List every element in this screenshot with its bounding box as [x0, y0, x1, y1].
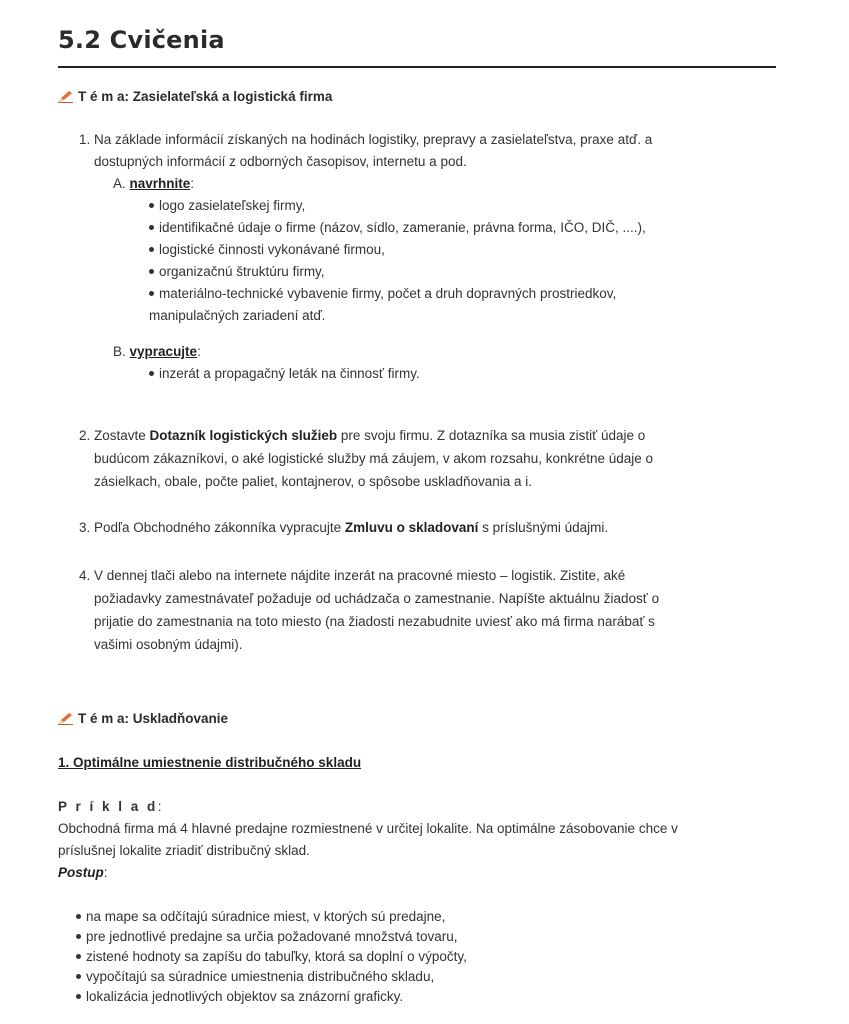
sub-item-a: A. navrhnite:: [113, 176, 195, 191]
bullet-icon: [76, 994, 81, 999]
topic-title: Uskladňovanie: [132, 711, 229, 726]
list-item: zistené hodnoty sa zapíšu do tabuľky, ktorá sa doplní o výpočty,: [76, 946, 467, 968]
sub-letter: B.: [113, 344, 126, 359]
item-text: zásielkach, obale, počte paliet, kontajnerov, o spôsobe uskladňovania a i.: [94, 474, 533, 489]
example-label: P r í k l a d:: [58, 799, 162, 814]
bullet-icon: [149, 371, 154, 376]
item-text: dostupných informácií z odborných časopisov, internetu a pod.: [94, 154, 467, 169]
bullet-icon: [149, 225, 154, 230]
list-item: pre jednotlivé predajne sa určia požadované množstvá tovaru,: [76, 926, 457, 948]
topic-prefix: T é m a:: [78, 711, 130, 726]
sub-letter: A.: [113, 176, 126, 191]
topic-heading-2: [58, 711, 228, 726]
section-title: 1. Optimálne umiestnenie distribučného skladu: [58, 755, 362, 770]
pencil-icon: [58, 90, 74, 103]
topic-heading-1: [58, 89, 332, 104]
bullet-icon: [149, 269, 154, 274]
bullet-icon: [149, 203, 154, 208]
postup-label: Postup:: [58, 865, 108, 880]
item-number: 2.: [79, 428, 91, 443]
item-text: Na základe informácií získaných na hodinách logistiky, prepravy a zasielateľstva, praxe atď. a: [94, 132, 653, 147]
example-text: Obchodná firma má 4 hlavné predajne rozmiestnené v určitej lokalite. Na optimálne zásobovanie chce v: [58, 821, 678, 836]
bullet-icon: [76, 914, 81, 919]
sub-item-b: B. vypracujte:: [113, 344, 201, 359]
pencil-icon: [58, 712, 74, 725]
page-title: 5.2 Cvičenia: [58, 26, 225, 54]
list-item: na mape sa odčítajú súradnice miest, v ktorých sú predajne,: [76, 906, 445, 928]
sub-keyword: navrhnite: [129, 176, 191, 191]
list-item: lokalizácia jednotlivých objektov sa znázorní graficky.: [76, 986, 403, 1008]
topic-prefix: T é m a:: [78, 89, 130, 104]
list-item: inzerát a propagačný leták na činnosť firmy.: [149, 363, 420, 385]
sub-keyword: vypracujte: [129, 344, 198, 359]
bullet-icon: [76, 974, 81, 979]
list-item: materiálno-technické vybavenie firmy, počet a druh dopravných prostriedkov,: [149, 283, 616, 305]
bullet-icon: [76, 954, 81, 959]
item-text: V dennej tlači alebo na internete nájdite inzerát na pracovné miesto – logistik. Zistite, aké: [94, 568, 626, 583]
list-item: organizačnú štruktúru firmy,: [149, 261, 325, 283]
item-number: 3.: [79, 520, 91, 535]
topic-title: Zasielateľská a logistická firma: [132, 89, 333, 104]
list-item: vypočítajú sa súradnice umiestnenia distribučného skladu,: [76, 966, 434, 988]
list-item: logo zasielateľskej firmy,: [149, 195, 305, 217]
item-number: 1.: [79, 132, 91, 147]
list-item: identifikačné údaje o firme (názov, sídlo, zameranie, právna forma, IČO, DIČ, ....),: [149, 217, 646, 239]
item-text: prijatie do zamestnania na toto miesto (na žiadosti nezabudnite uviesť ako má firma narábať s: [94, 614, 655, 629]
example-text: príslušnej lokalite zriadiť distribučný sklad.: [58, 843, 310, 858]
bullet-icon: [76, 934, 81, 939]
item-text: Zostavte Dotazník logistických služieb pre svoju firmu. Z dotazníka sa musia zistiť údaje o: [94, 428, 646, 443]
bullet-icon: [149, 247, 154, 252]
item-text: Podľa Obchodného zákonníka vypracujte Zmluvu o skladovaní s príslušnými údajmi.: [94, 520, 609, 535]
bullet-icon: [149, 291, 154, 296]
item-text: vašimi osobným údajmi).: [94, 637, 243, 652]
list-item: logistické činnosti vykonávané firmou,: [149, 239, 385, 261]
item-number: 4.: [79, 568, 91, 583]
item-text: požiadavky zamestnávateľ požaduje od uchádzača o zamestnanie. Napíšte aktuálnu žiadosť o: [94, 591, 660, 606]
bullet-continuation: manipulačných zariadení atď.: [149, 308, 326, 323]
title-divider: [58, 66, 776, 68]
item-text: budúcom zákazníkovi, o aké logistické služby má záujem, v akom rozsahu, konkrétne údaje o: [94, 451, 654, 466]
